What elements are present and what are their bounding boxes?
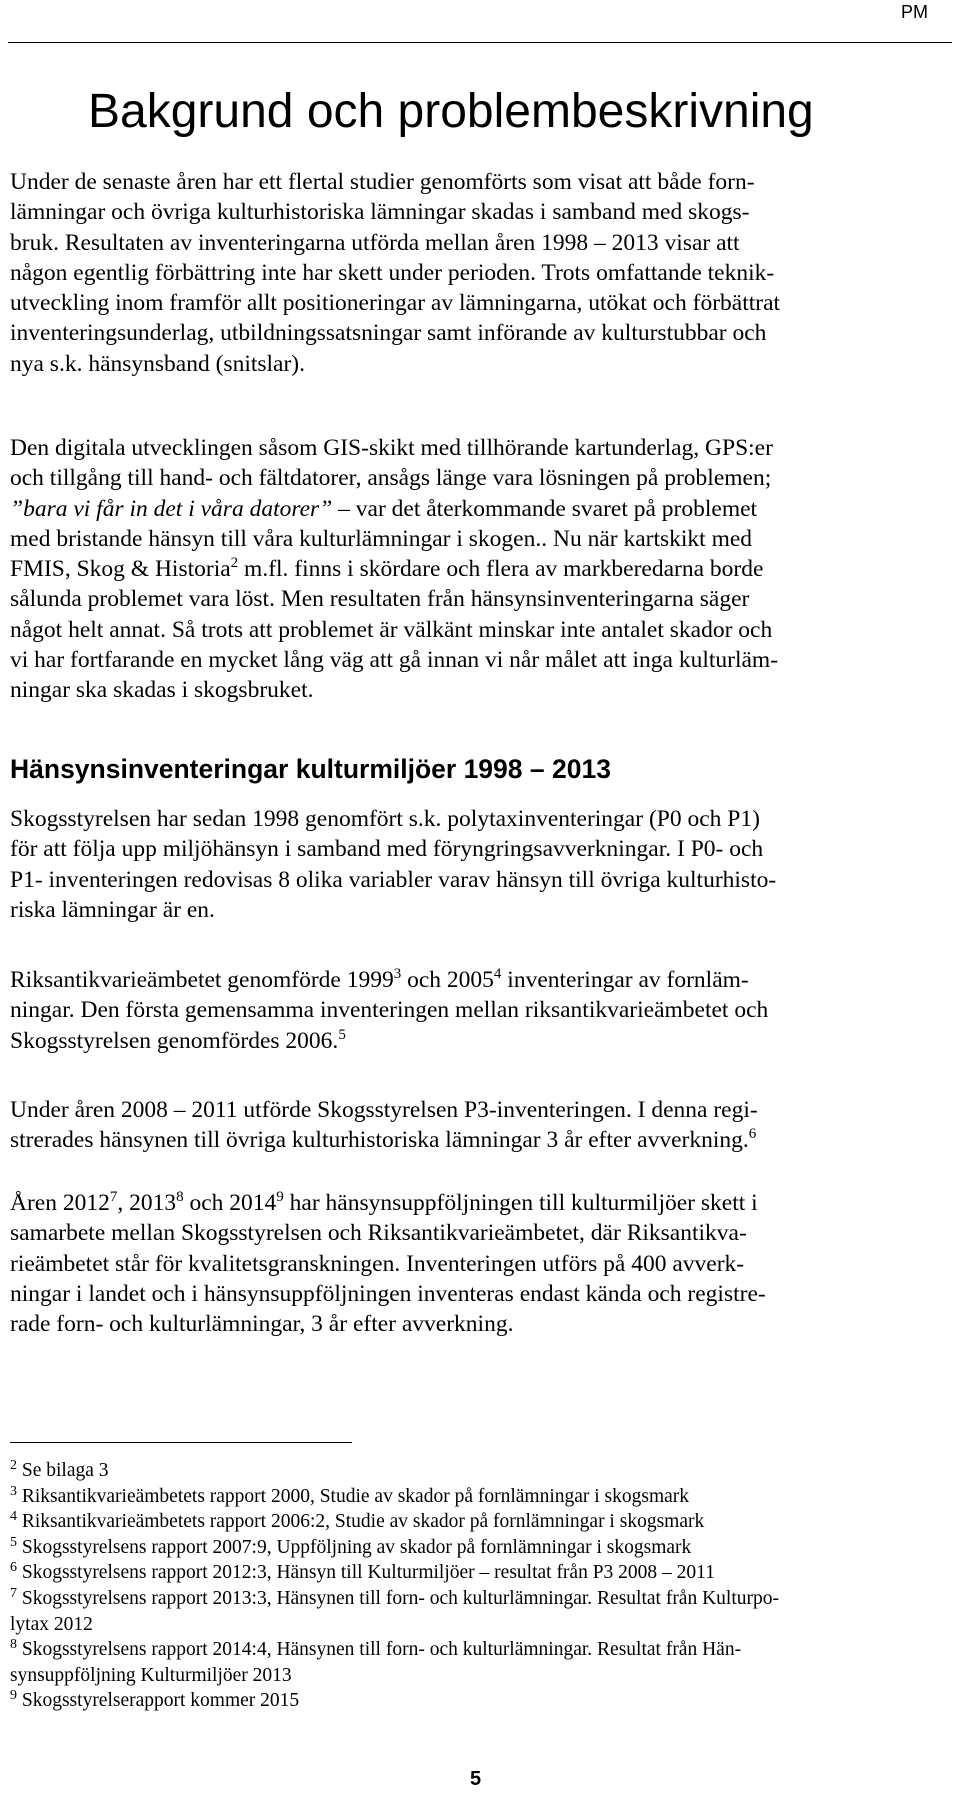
- footnote-line: [10, 1509, 950, 1535]
- footnote: [10, 1509, 950, 1535]
- page-title: Bakgrund och problembeskrivning: [88, 85, 814, 138]
- section-heading: Hänsynsinventeringar kulturmiljöer 1998 – 2013: [10, 754, 611, 784]
- text-line: rieämbetet står för kvalitetsgranskningen. Inventeringen utförs på 400 avverk-: [10, 1250, 745, 1277]
- text-segment: inventeringar av fornläm-: [501, 967, 749, 993]
- footnote-ref: 4: [493, 966, 502, 982]
- footnote-line: [10, 1560, 950, 1586]
- footnote-ref: 8: [176, 1189, 184, 1205]
- text-line: Under de senaste åren har ett flertal studier genomförts som visat att både forn-: [10, 169, 755, 195]
- section-paragraph-4: [10, 1188, 950, 1339]
- text-line: [10, 1125, 950, 1155]
- intro-paragraph-1: [10, 167, 950, 379]
- footnote-line: lytax 2012: [10, 1613, 93, 1635]
- footnote-ref: 6: [748, 1126, 757, 1143]
- text-line: sålunda problemet vara löst. Men resultaten från hänsynsinventeringarna säger: [10, 586, 750, 613]
- text-line: [10, 494, 950, 524]
- text-line: P1- inventeringen redovisas 8 olika variabler varav hänsyn till övriga kulturhisto-: [10, 866, 777, 893]
- footnote-ref: 5: [338, 1026, 346, 1043]
- text-segment: m.fl. finns i skördare och flera av markberedarna borde: [238, 556, 764, 583]
- text-line: något helt annat. Så trots att problemet är välkänt minskar inte antalet skador och: [10, 616, 773, 643]
- footnote-number: 8: [10, 1637, 17, 1653]
- text-line: samarbete mellan Skogsstyrelsen och Riksantikvarieämbetet, där Riksantikva-: [10, 1220, 747, 1247]
- footnote-ref: 9: [276, 1189, 284, 1205]
- text-line: ningar. Den första gemensamma inventeringen mellan riksantikvarieämbetet och: [10, 997, 769, 1024]
- header-rule: [8, 42, 952, 43]
- text-segment: och 2014: [183, 1190, 277, 1216]
- text-line: Den digitala utvecklingen såsom GIS-skikt med tillhörande kartunderlag, GPS:er: [10, 435, 773, 461]
- footnote: [10, 1535, 950, 1561]
- section-paragraph-1: [10, 804, 950, 925]
- text-line: [10, 965, 950, 995]
- footnote: [10, 1637, 950, 1688]
- text-segment: – var det återkommande svaret på problemet: [332, 495, 758, 522]
- text-segment: har hänsynsuppföljningen till kulturmiljöer skett i: [283, 1190, 758, 1216]
- footnote-text: Skogsstyrelsens rapport 2007:9, Uppföljning av skador på fornlämningar i skogsmark: [21, 1536, 692, 1558]
- text-line: med bristande hänsyn till våra kulturlämningar i skogen.. Nu när kartskikt med: [10, 525, 753, 552]
- text-line: [10, 554, 950, 584]
- footnote-number: 9: [10, 1688, 17, 1704]
- text-line: och tillgång till hand- och fältdatorer, ansågs länge vara lösningen på problemen;: [10, 465, 772, 492]
- text-line: rade forn- och kulturlämningar, 3 år efter avverkning.: [10, 1311, 514, 1338]
- footnote-number: 5: [10, 1534, 17, 1550]
- footnote-number: 7: [10, 1585, 17, 1601]
- text-segment: , 2013: [117, 1190, 177, 1216]
- footnote-ref: 2: [230, 555, 239, 572]
- footnote-text: Skogsstyrelsens rapport 2014:4, Hänsynen till forn- och kulturlämningar. Resultat från Hän-: [21, 1639, 742, 1661]
- footnote-number: 2: [10, 1458, 17, 1473]
- footnote: [10, 1586, 950, 1637]
- footnote-number: 4: [10, 1509, 17, 1525]
- text-line: ningar ska skadas i skogsbruket.: [10, 677, 314, 704]
- section-paragraph-2: [10, 965, 950, 1056]
- footnote-number: 6: [10, 1560, 17, 1576]
- footnote-text: Riksantikvarieämbetets rapport 2000, Studie av skador på fornlämningar i skogsmark: [21, 1485, 690, 1507]
- text-line: vi har fortfarande en mycket lång väg att gå innan vi når målet att inga kulturläm-: [10, 647, 779, 674]
- text-line: nya s.k. hänsynsband (snitslar).: [10, 350, 306, 377]
- section-paragraph-3: [10, 1095, 950, 1156]
- text-line: lämningar och övriga kulturhistoriska lämningar skadas i samband med skogs-: [10, 199, 750, 226]
- text-line: utveckling inom framför allt positioneringar av lämningarna, utökat och förbättrat: [10, 290, 781, 317]
- footnotes: [10, 1458, 950, 1714]
- footnote-rule: [10, 1442, 352, 1443]
- footnote-line: [10, 1586, 950, 1612]
- page-number: 5: [470, 1768, 482, 1790]
- footnote-line: [10, 1484, 950, 1510]
- text-line: Skogsstyrelsen har sedan 1998 genomfört s.k. polytaxinventeringar (P0 och P1): [10, 806, 760, 832]
- text-segment: strerades hänsynen till övriga kulturhistoriska lämningar 3 år efter avverkning.: [10, 1127, 749, 1154]
- footnote-line: synsuppföljning Kulturmiljöer 2013: [10, 1664, 292, 1686]
- text-line: för att följa upp miljöhänsyn i samband med föryngringsavverkningar. I P0- och: [10, 836, 764, 863]
- footnote-line: [10, 1688, 950, 1714]
- intro-paragraph-2: [10, 433, 950, 706]
- footnote-text: Skogsstyrelsens rapport 2012:3, Hänsyn till Kulturmiljöer – resultat från P3 2008 – 2011: [21, 1562, 715, 1584]
- text-line: [10, 1026, 950, 1056]
- text-line: inventeringsunderlag, utbildningssatsningar samt införande av kulturstubbar och: [10, 320, 767, 347]
- footnote: [10, 1484, 950, 1510]
- page-header-label: PM: [901, 2, 928, 22]
- footnote-text: Riksantikvarieämbetets rapport 2006:2, Studie av skador på fornlämningar i skogsmark: [21, 1511, 705, 1533]
- footnote: [10, 1688, 950, 1714]
- footnote-line: [10, 1535, 950, 1561]
- quoted-phrase: ”bara vi får in det i våra datorer”: [10, 495, 333, 522]
- text-segment: Skogsstyrelsen genomfördes 2006.: [10, 1027, 339, 1054]
- text-line: riska lämningar är en.: [10, 896, 215, 923]
- text-segment: Åren 2012: [10, 1190, 110, 1216]
- text-line: ningar i landet och i hänsynsuppföljningen inventeras endast kända och registre-: [10, 1280, 766, 1307]
- text-line: [10, 1188, 950, 1218]
- footnote-ref: 7: [109, 1189, 118, 1205]
- text-segment: Riksantikvarieämbetet genomförde 1999: [10, 967, 394, 993]
- footnote-text: Skogsstyrelserapport kommer 2015: [21, 1690, 300, 1712]
- footnote: [10, 1560, 950, 1586]
- text-line: Under åren 2008 – 2011 utförde Skogsstyrelsen P3-inventeringen. I denna regi-: [10, 1097, 758, 1123]
- footnote-line: [10, 1458, 950, 1484]
- text-segment: FMIS, Skog & Historia: [10, 556, 231, 583]
- footnote-text: Skogsstyrelsens rapport 2013:3, Hänsynen till forn- och kulturlämningar. Resultat från Kulturpo-: [21, 1587, 779, 1609]
- text-line: någon egentlig förbättring inte har skett under perioden. Trots omfattande teknik-: [10, 259, 775, 286]
- text-segment: och 2005: [401, 967, 494, 993]
- footnote-line: [10, 1637, 950, 1663]
- footnote-ref: 3: [393, 966, 402, 982]
- footnote: [10, 1458, 950, 1484]
- footnote-number: 3: [10, 1483, 17, 1499]
- footnote-text: Se bilaga 3: [21, 1460, 109, 1481]
- text-line: bruk. Resultaten av inventeringarna utförda mellan åren 1998 – 2013 visar att: [10, 229, 740, 256]
